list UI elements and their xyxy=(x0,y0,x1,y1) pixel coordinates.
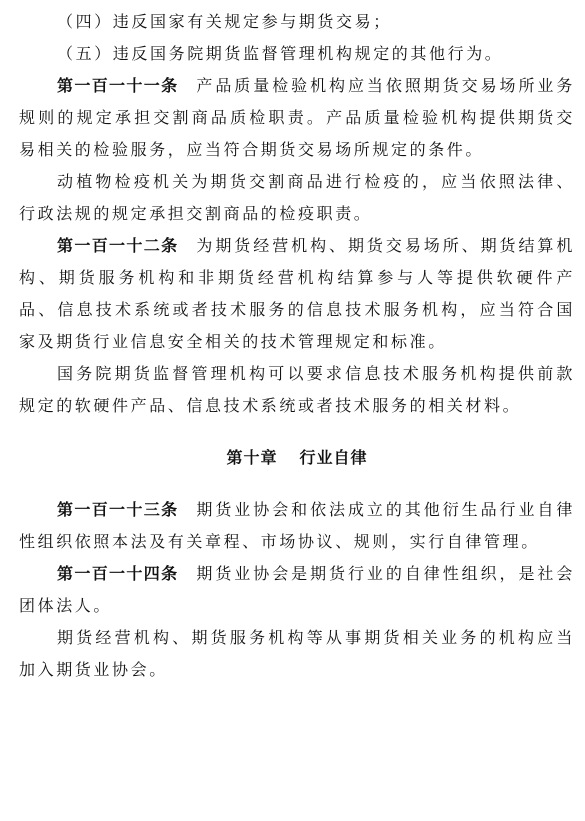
chapter-number: 第十章 xyxy=(226,448,278,467)
clause-5: （五）违反国务院期货监督管理机构规定的其他行为。 xyxy=(57,44,504,63)
clause-4: （四）违反国家有关规定参与期货交易； xyxy=(57,12,392,31)
article-112 xyxy=(19,230,575,358)
article-111-number: 第一百一十一条 xyxy=(57,76,179,95)
article-111 xyxy=(19,70,575,166)
article-114 xyxy=(19,558,575,622)
article-113-number: 第一百一十三条 xyxy=(57,500,179,519)
chapter-title: 行业自律 xyxy=(299,448,368,467)
article-111-text: 产品质量检验机构应当依照期货交易场所业务规则的规定承担交割商品质检职责。产品质量检验机构提供期货交易相关的检验服务，应当符合期货交易场所规定的条件。 xyxy=(19,76,575,159)
article-111-paragraph-2: 动植物检疫机关为期货交割商品进行检疫的，应当依照法律、行政法规的规定承担交割商品的检疫职责。 xyxy=(19,172,575,223)
chapter-heading xyxy=(19,422,575,494)
article-113-text: 期货业协会和依法成立的其他衍生品行业自律性组织依照本法及有关章程、市场协议、规则，实行自律管理。 xyxy=(19,500,575,551)
article-112-number: 第一百一十二条 xyxy=(57,236,179,255)
article-113 xyxy=(19,494,575,558)
article-114-text: 期货业协会是期货行业的自律性组织，是社会团体法人。 xyxy=(19,564,575,615)
article-114-paragraph-2: 期货经营机构、期货服务机构等从事期货相关业务的机构应当加入期货业协会。 xyxy=(19,628,575,679)
article-112-paragraph-2: 国务院期货监督管理机构可以要求信息技术服务机构提供前款规定的软硬件产品、信息技术系统或者技术服务的相关材料。 xyxy=(19,364,575,415)
article-114-number: 第一百一十四条 xyxy=(57,564,179,583)
article-112-text: 为期货经营机构、期货交易场所、期货结算机构、期货服务机构和非期货经营机构结算参与人等提供软硬件产品、信息技术系统或者技术服务的信息技术服务机构，应当符合国家及期货行业信息安全相关的技术管理规定和标准。 xyxy=(19,236,575,351)
